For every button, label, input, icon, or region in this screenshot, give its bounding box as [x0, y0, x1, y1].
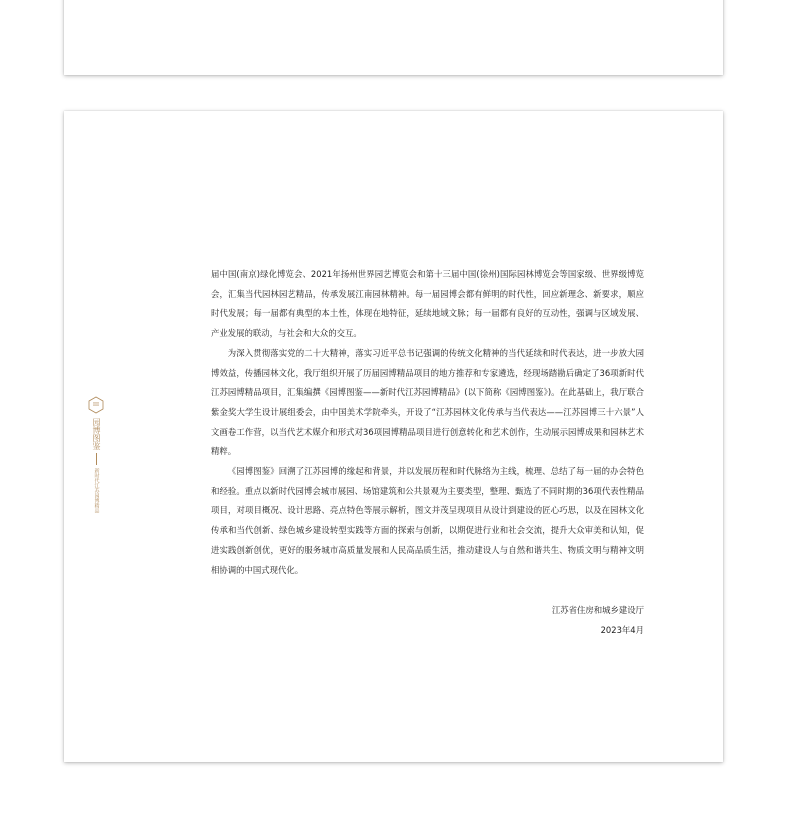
previous-page: [64, 0, 723, 75]
paragraph: 《园博图鉴》回溯了江苏园博的缘起和背景，并以发展历程和时代脉络为主线，梳理、总结了每一届的办会特色和经验。重点以新时代园博会城市展园、场馆建筑和公共景观为主要类型，整理、甄选了不同时期的36项代表性精品项目，对项目概况、设计思路、亮点特色等展示解析，图文并茂呈现项目从设计到建设的匠心巧思，以及在园林文化传承和当代创新、绿色城乡建设转型实践等方面的探索与创新，以期促进行业和社会交流，提升大众审美和认知，促进实践创新创优，更好的服务城市高质量发展和人民高品质生活，推动建设人与自然和谐共生、物质文明与精神文明相协调的中国式现代化。: [211, 466, 644, 575]
series-subtitle: 新时代江苏园博精品: [93, 468, 100, 513]
paragraph: 届中国(南京)绿化博览会、2021年扬州世界园艺博览会和第十三届中国(徐州)国际园林博览会等国家级、世界级博览会，汇集当代园林园艺精品，传承发展江南园林精神。每一届园博会都有鲜明的时代性，回应新理念、新要求，顺应时代发展；每一届都有典型的本土性，体现在地特征，延续地域文脉；每一届都有良好的互动性，强调与区域发展、产业发展的联动，与社会和大众的交互。: [211, 269, 644, 339]
page-number-badge: [87, 396, 105, 414]
signature-date: 2023年4月: [600, 625, 644, 635]
page-number: III: [93, 402, 99, 408]
divider: [96, 453, 97, 465]
signature-block: [552, 600, 644, 640]
paragraph: 为深入贯彻落实党的二十大精神，落实习近平总书记强调的传统文化精神的当代延续和时代表达，进一步放大园博效益，传播园林文化，我厅组织开展了历届园博精品项目的地方推荐和专家遴选，经现场踏勘后确定了36项新时代江苏园博精品项目，汇集编撰《园博图鉴——新时代江苏园博精品》(以下简称《园博图鉴》)。在此基础上，我厅联合紫金奖大学生设计展组委会，由中国美术学院牵头，开设了“江苏园林文化传承与当代表达——江苏园博三十六景”人文画卷工作营，以当代艺术媒介和形式对36项园博精品项目进行创意转化和艺术创作，生动展示园博成果和园林艺术精粹。: [211, 347, 644, 457]
body-text: [211, 265, 644, 580]
current-page: [64, 111, 723, 762]
signature-organization: 江苏省住房和城乡建设厅: [551, 605, 644, 615]
series-title: 园博图鉴: [92, 418, 101, 450]
side-page-marker: [86, 396, 106, 513]
